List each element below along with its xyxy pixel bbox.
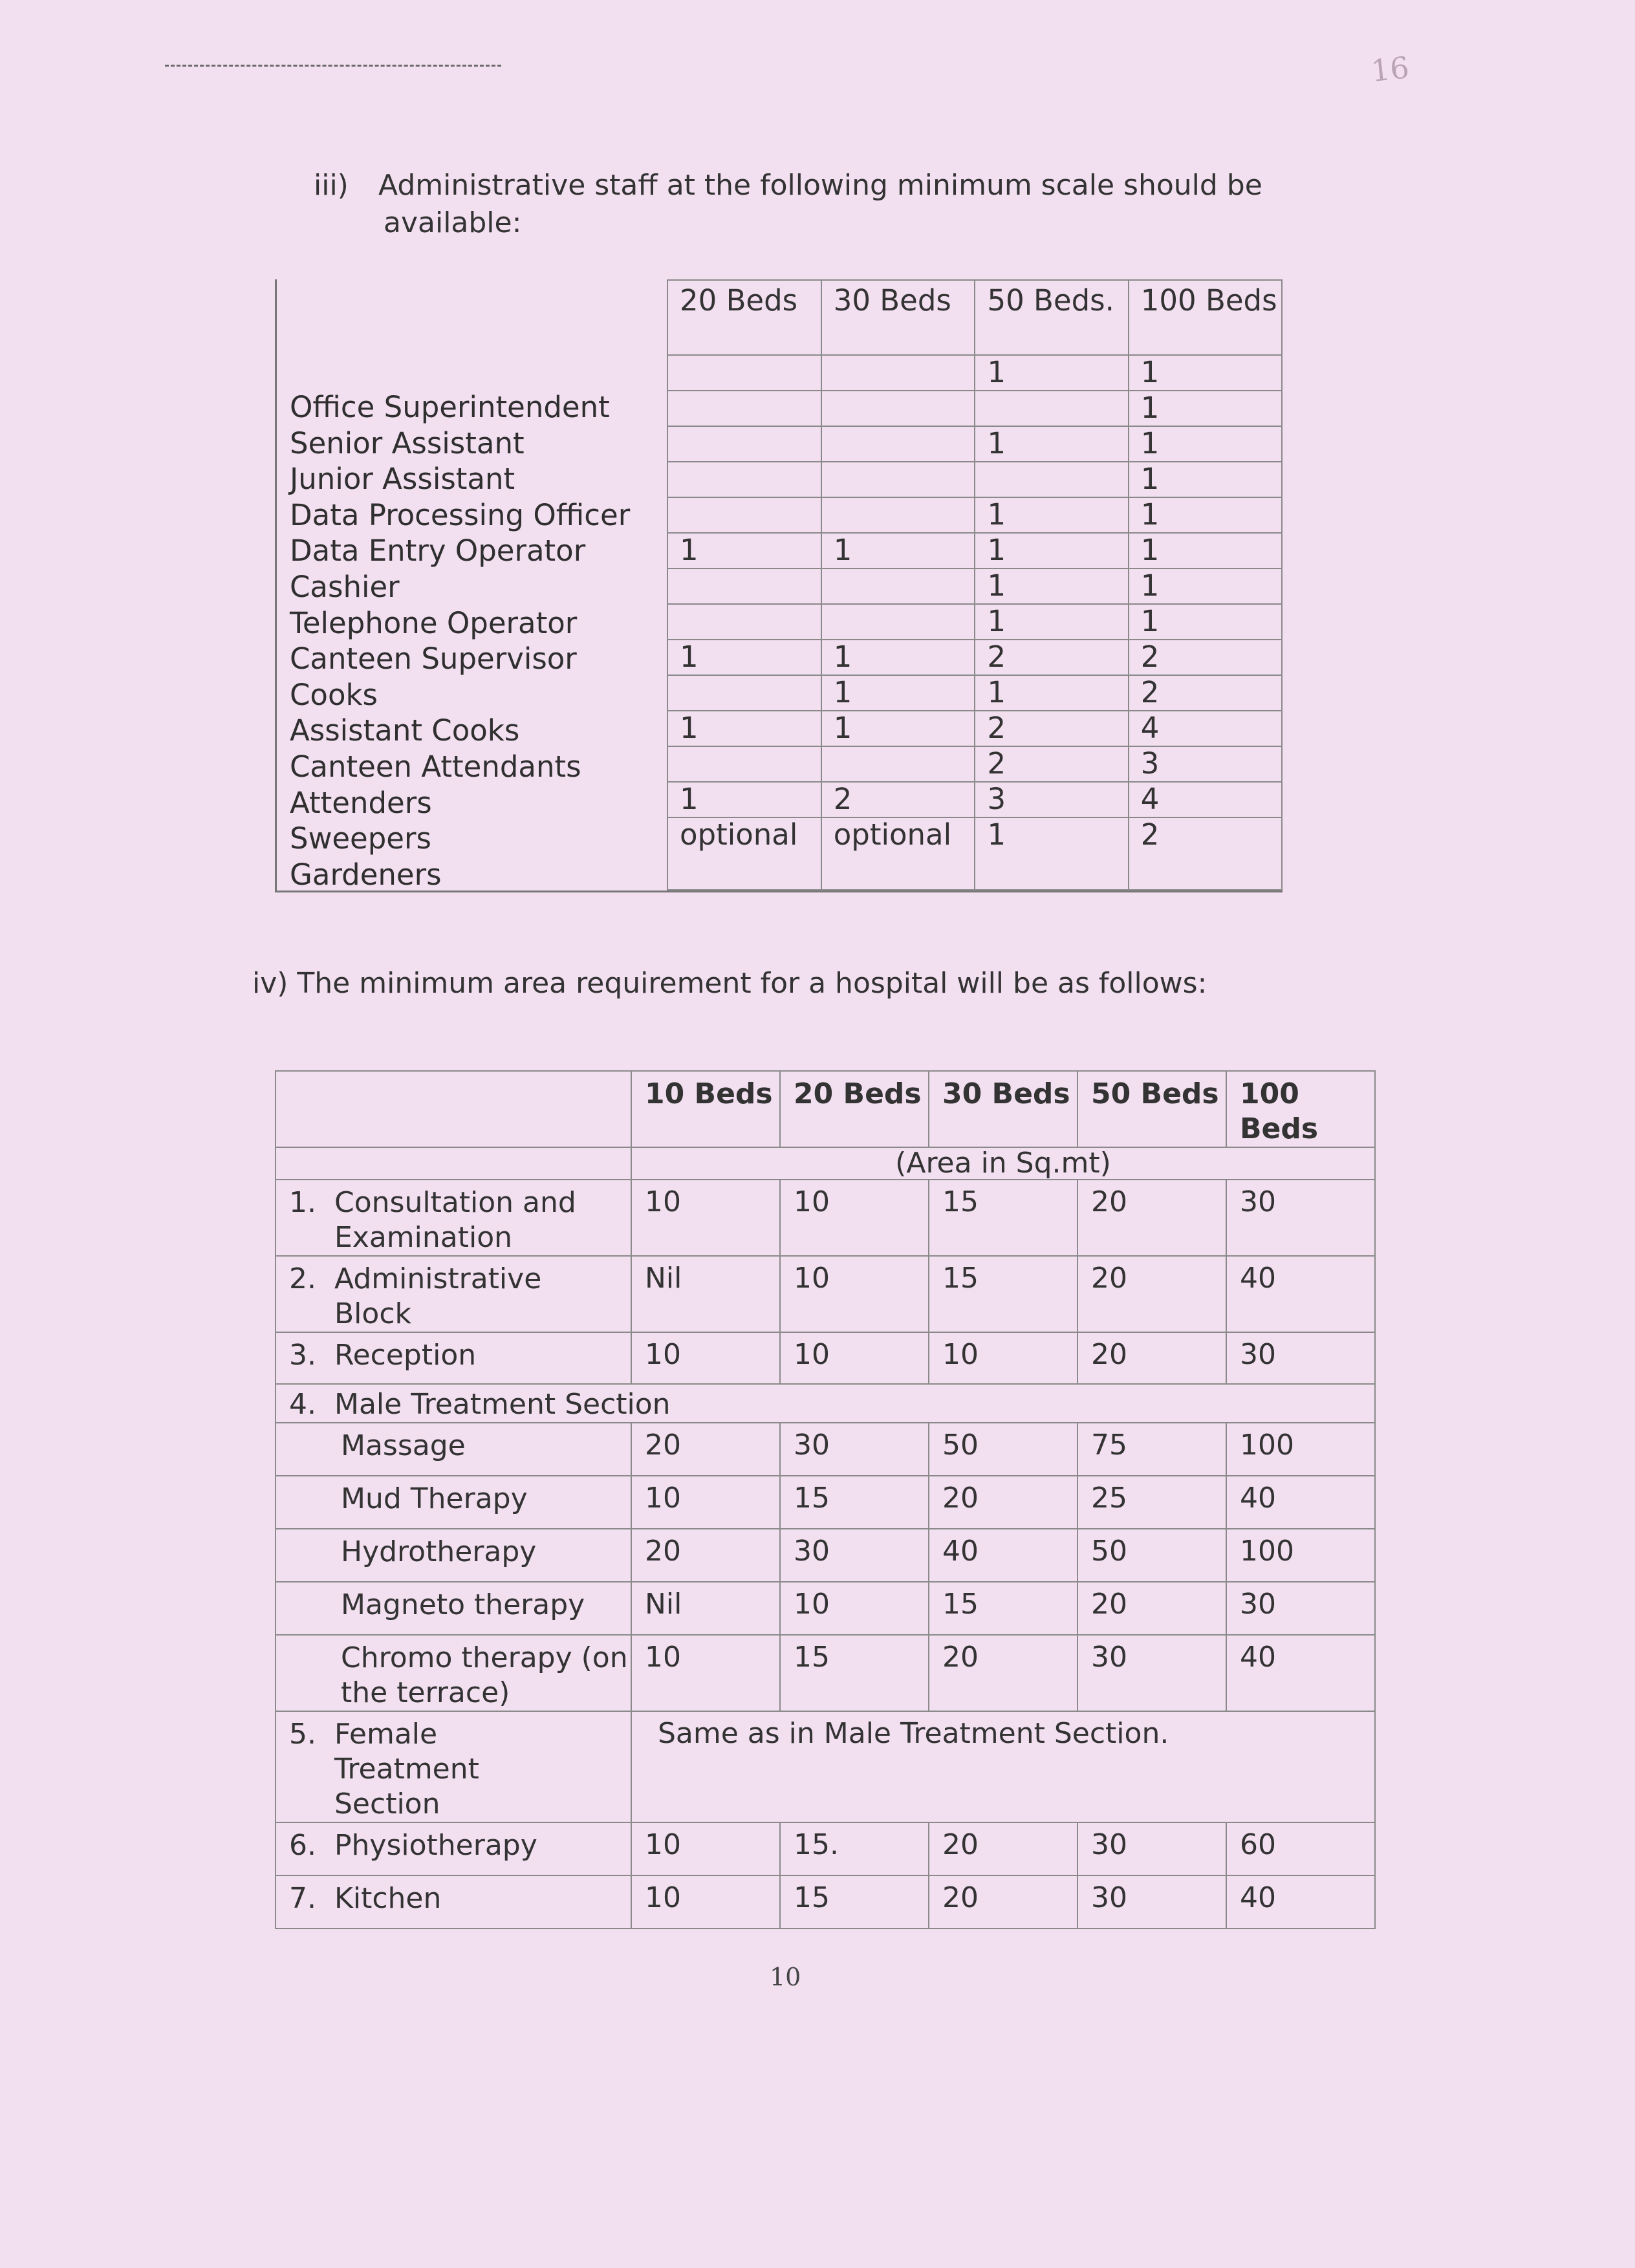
area-value-cell: 20 [1077,1180,1226,1256]
area-value-cell: 30 [1226,1582,1375,1635]
area-header-blank-cell [276,1071,631,1147]
area-value-cell: 15 [929,1180,1077,1256]
section-iii-line1: Administrative staff at the following minimum scale should be [378,169,1262,202]
staff-cell [821,568,975,604]
area-item-label: Kitchen [334,1882,442,1915]
area-value-cell: 15 [929,1256,1077,1332]
area-value-cell: 10 [780,1582,929,1635]
area-column-header: 50 Beds [1077,1071,1226,1147]
area-value-cell: 60 [1226,1822,1375,1875]
area-value-cell: 100 [1226,1423,1375,1476]
staff-role-label: Data Processing Officer [290,497,631,532]
staff-cell: 1 [975,355,1128,391]
area-value-cell: 30 [1077,1875,1226,1928]
area-value-cell: 20 [929,1822,1077,1875]
area-value-cell: 10 [780,1180,929,1256]
area-item-label-cell [276,1711,631,1822]
staff-cell: 1 [1129,568,1282,604]
staff-cell: 4 [1129,711,1282,746]
staff-cell: 1 [975,426,1128,462]
staff-cell [667,426,821,462]
area-value-cell: 50 [1077,1529,1226,1582]
area-table [275,1070,1376,1929]
staff-cell: 1 [821,640,975,675]
area-value-cell: 30 [780,1423,929,1476]
area-value-cell: 40 [1226,1476,1375,1529]
staff-cell: 2 [975,711,1128,746]
area-item-label: Male Treatment Section [334,1388,671,1421]
area-value-cell: 10 [631,1332,780,1384]
staff-cell: 1 [1129,391,1282,426]
area-value-cell: 10 [780,1256,929,1332]
section-iii-line2: available: [384,206,522,239]
staff-cell [667,604,821,640]
staff-cell [821,426,975,462]
staff-cell [821,746,975,782]
staff-table-row [667,391,1282,426]
staff-cell [975,462,1128,497]
staff-cell [667,462,821,497]
area-value-cell: 10 [631,1180,780,1256]
staff-table-row [667,426,1282,462]
male-section-row [276,1635,1375,1711]
staff-cell: 1 [1129,426,1282,462]
staff-cell: 1 [667,533,821,568]
area-value-cell: 20 [929,1635,1077,1711]
area-value-cell: 40 [1226,1256,1375,1332]
section-iii-number: iii) [314,169,349,202]
staff-table-row [667,604,1282,640]
staff-cell: 1 [1129,355,1282,391]
staff-role-label: Sweepers [290,821,431,856]
area-item-number: 7. [289,1882,316,1915]
staff-cell: 2 [975,640,1128,675]
staff-cell: 1 [1129,497,1282,533]
staff-cell: 1 [975,817,1128,890]
area-item-label-cell [276,1332,631,1384]
area-value-cell: 40 [929,1529,1077,1582]
staff-table-row [667,675,1282,711]
staff-cell: optional [821,817,975,890]
area-item-label: Physiotherapy [334,1829,537,1862]
area-table-row [276,1256,1375,1332]
staff-cell: 1 [667,782,821,817]
staff-role-label: Gardeners [290,857,442,892]
area-value-cell: 40 [1226,1635,1375,1711]
staff-role-label: Canteen Supervisor [290,642,577,676]
staff-table-row [667,355,1282,391]
staff-table-row [667,497,1282,533]
staff-role-label: Telephone Operator [290,605,578,640]
area-item-label-cell [276,1384,1375,1423]
area-value-cell: 30 [1226,1332,1375,1384]
staff-cell: 4 [1129,782,1282,817]
staff-cell [821,391,975,426]
area-column-header: 10 Beds [631,1071,780,1147]
area-value-cell: 20 [631,1423,780,1476]
area-value-cell: 20 [1077,1582,1226,1635]
area-item-number: 3. [289,1339,316,1372]
area-table-row [276,1875,1375,1928]
staff-cell: 1 [975,675,1128,711]
area-table-row [276,1180,1375,1256]
staff-table-row [667,817,1282,890]
staff-cell: optional [667,817,821,890]
staff-cell: 2 [1129,640,1282,675]
area-item-label-cell [276,1822,631,1875]
male-section-row-label: Chromo therapy (on the terrace) [276,1635,631,1711]
area-value-cell: 20 [1077,1256,1226,1332]
area-unit-note: (Area in Sq.mt) [631,1147,1375,1180]
area-column-header: 30 Beds [929,1071,1077,1147]
area-item-label-cell [276,1180,631,1256]
staff-table-row [667,711,1282,746]
female-section-row [276,1711,1375,1822]
area-value-cell: 15. [780,1822,929,1875]
male-section-row [276,1529,1375,1582]
area-value-cell: 30 [780,1529,929,1582]
area-unit-blank-cell [276,1147,631,1180]
area-value-cell: 15 [780,1635,929,1711]
area-column-header: 100 Beds [1226,1071,1375,1147]
section-iii-heading [314,167,1323,242]
area-value-cell: 30 [1226,1180,1375,1256]
male-section-row-label: Hydrotherapy [276,1529,631,1582]
staff-role-label: Canteen Attendants [290,749,581,784]
staff-cell: 1 [975,533,1128,568]
area-item-label: Reception [334,1339,477,1372]
staff-table-row [667,782,1282,817]
area-item-number: 4. [289,1388,316,1421]
staff-cell: 1 [1129,604,1282,640]
area-item-number: 1. [289,1186,316,1219]
area-value-cell: 15 [780,1875,929,1928]
area-value-cell: 20 [929,1476,1077,1529]
area-item-label-cell [276,1256,631,1332]
male-section-row [276,1476,1375,1529]
area-value-cell: Nil [631,1582,780,1635]
corner-page-mark: 16 [1369,50,1411,89]
area-value-cell: 50 [929,1423,1077,1476]
staff-table-row [667,462,1282,497]
staff-cell [821,497,975,533]
area-value-cell: 75 [1077,1423,1226,1476]
top-dashed-rule [165,65,501,67]
page-number: 10 [770,1963,801,1991]
area-item-label: Administrative Block [334,1262,542,1330]
staff-table [667,279,1283,891]
staff-cell [667,497,821,533]
staff-column-header: 50 Beds. [975,280,1128,355]
area-item-label: Consultation and Examination [334,1186,576,1254]
area-value-cell: 10 [631,1875,780,1928]
staff-role-label: Assistant Cooks [290,713,520,748]
area-value-cell: 40 [1226,1875,1375,1928]
staff-cell: 2 [821,782,975,817]
staff-role-label: Junior Assistant [290,462,515,497]
area-value-cell: 10 [631,1635,780,1711]
area-value-cell: 25 [1077,1476,1226,1529]
male-section-row-label: Mud Therapy [276,1476,631,1529]
male-section-row [276,1582,1375,1635]
staff-cell: 1 [821,675,975,711]
area-item-number: 2. [289,1262,316,1295]
staff-cell: 1 [1129,462,1282,497]
area-item-label: Female Treatment Section [334,1718,479,1820]
male-section-row-label: Massage [276,1423,631,1476]
staff-role-label: Cooks [290,677,378,712]
staff-cell [975,391,1128,426]
staff-role-label: Cashier [290,569,400,604]
staff-role-label: Attenders [290,785,432,820]
staff-cell: 2 [975,746,1128,782]
staff-cell: 1 [667,640,821,675]
female-section-note: Same as in Male Treatment Section. [631,1711,1375,1822]
area-value-cell: 10 [780,1332,929,1384]
staff-cell: 1 [975,497,1128,533]
staff-table-row [667,533,1282,568]
staff-role-label: Office Superintendent [290,390,610,424]
area-value-cell: 20 [631,1529,780,1582]
staff-column-header: 20 Beds [667,280,821,355]
area-value-cell: 10 [631,1822,780,1875]
staff-cell: 1 [667,711,821,746]
staff-cell: 1 [821,533,975,568]
staff-cell: 3 [1129,746,1282,782]
staff-cell [821,462,975,497]
staff-cell [667,746,821,782]
staff-cell: 1 [975,568,1128,604]
staff-cell [821,604,975,640]
staff-cell [667,355,821,391]
staff-column-header: 30 Beds [821,280,975,355]
area-value-cell: 15 [929,1582,1077,1635]
staff-cell: 3 [975,782,1128,817]
staff-cell [667,568,821,604]
staff-column-header: 100 Beds [1129,280,1282,355]
male-section-row-label: Magneto therapy [276,1582,631,1635]
area-value-cell: Nil [631,1256,780,1332]
area-column-header: 20 Beds [780,1071,929,1147]
staff-table-header-row [667,280,1282,355]
male-section-heading-row [276,1384,1375,1423]
staff-role-label: Senior Assistant [290,426,525,460]
area-table-row [276,1822,1375,1875]
section-iv-heading: iv) The minimum area requirement for a hospital will be as follows: [252,967,1207,1000]
area-unit-row [276,1147,1375,1180]
area-value-cell: 30 [1077,1822,1226,1875]
staff-cell: 2 [1129,817,1282,890]
staff-table-row [667,640,1282,675]
staff-cell [667,391,821,426]
staff-cell: 1 [975,604,1128,640]
staff-table-row [667,568,1282,604]
area-value-cell: 10 [929,1332,1077,1384]
staff-cell [667,675,821,711]
area-value-cell: 30 [1077,1635,1226,1711]
staff-table-row [667,746,1282,782]
area-item-label-cell [276,1875,631,1928]
area-item-number: 5. [289,1718,316,1751]
area-value-cell: 10 [631,1476,780,1529]
area-value-cell: 20 [1077,1332,1226,1384]
area-value-cell: 20 [929,1875,1077,1928]
area-table-header-row [276,1071,1375,1147]
staff-cell: 2 [1129,675,1282,711]
staff-cell: 1 [821,711,975,746]
area-item-number: 6. [289,1829,316,1862]
male-section-row [276,1423,1375,1476]
staff-role-label: Data Entry Operator [290,534,586,568]
staff-table-container [275,279,1283,892]
area-value-cell: 15 [780,1476,929,1529]
area-table-row [276,1332,1375,1384]
staff-cell [821,355,975,391]
staff-cell: 1 [1129,533,1282,568]
staff-role-labels [290,389,630,892]
area-value-cell: 100 [1226,1529,1375,1582]
